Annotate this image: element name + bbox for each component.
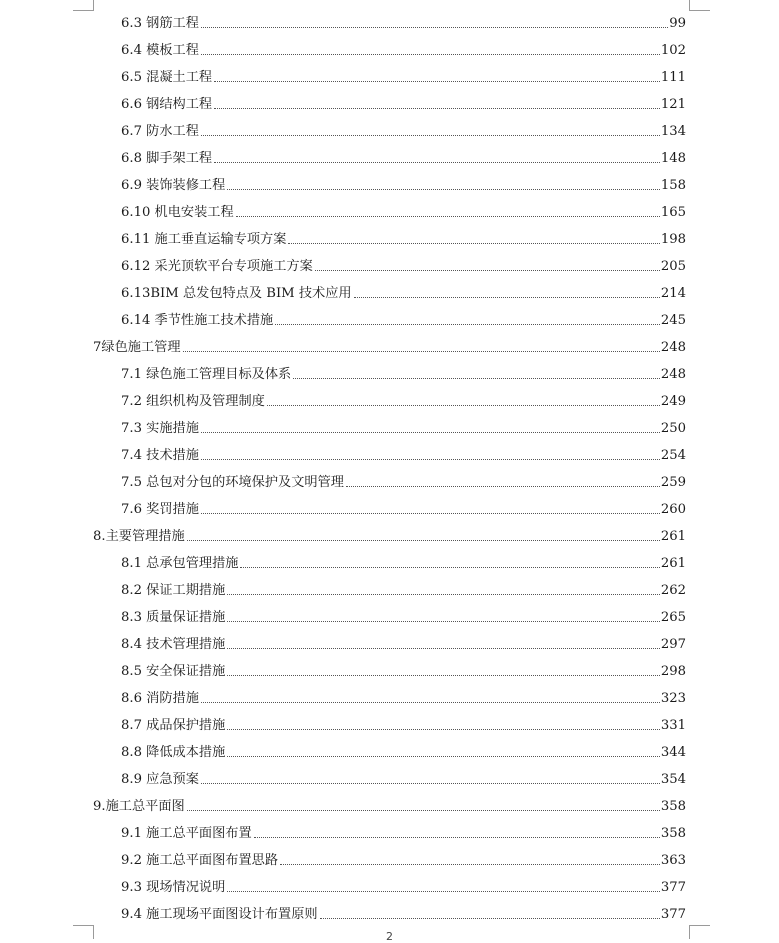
toc-subsection-entry[interactable]: [0, 437, 686, 464]
toc-subsection-entry[interactable]: [0, 545, 686, 572]
toc-entry-page-number: 377: [660, 907, 686, 922]
toc-entry-page-number: 377: [660, 880, 686, 895]
toc-dot-leader: [227, 594, 660, 595]
toc-dot-leader: [227, 756, 660, 757]
toc-entry-page-number: 121: [660, 97, 686, 112]
toc-entry-title: 8.7 成品保护措施: [121, 718, 226, 733]
toc-entry-page-number: 363: [660, 853, 686, 868]
toc-subsection-entry[interactable]: [0, 167, 686, 194]
toc-subsection-entry[interactable]: [0, 86, 686, 113]
toc-entry-title: 7.1 绿色施工管理目标及体系: [121, 367, 292, 382]
toc-subsection-entry[interactable]: [0, 572, 686, 599]
toc-dot-leader: [201, 54, 660, 55]
toc-entry-title: 8.2 保证工期措施: [121, 583, 226, 598]
toc-subsection-entry[interactable]: [0, 32, 686, 59]
toc-dot-leader: [187, 810, 660, 811]
toc-subsection-entry[interactable]: [0, 896, 686, 923]
toc-entry-title: 9.2 施工总平面图布置思路: [121, 853, 279, 868]
toc-subsection-entry[interactable]: [0, 491, 686, 518]
toc-entry-title: 7.2 组织机构及管理制度: [121, 394, 265, 409]
toc-entry-title: 6.6 钢结构工程: [121, 97, 213, 112]
toc-subsection-entry[interactable]: [0, 59, 686, 86]
toc-subsection-entry[interactable]: [0, 815, 686, 842]
toc-entry-page-number: 261: [660, 556, 686, 571]
toc-entry-title: 8.1 总承包管理措施: [121, 556, 239, 571]
toc-entry-page-number: 102: [660, 43, 686, 58]
toc-entry-title: 8.9 应急预案: [121, 772, 199, 787]
toc-entry-page-number: 165: [660, 205, 686, 220]
toc-entry-title: 8.8 降低成本措施: [121, 745, 226, 760]
toc-subsection-entry[interactable]: [0, 356, 686, 383]
toc-section-entry[interactable]: [0, 518, 686, 545]
toc-entry-page-number: 248: [660, 367, 686, 382]
toc-entry-title: 6.11 施工垂直运输专项方案: [121, 232, 287, 247]
toc-subsection-entry[interactable]: [0, 734, 686, 761]
toc-subsection-entry[interactable]: [0, 761, 686, 788]
toc-dot-leader: [227, 729, 660, 730]
toc-entry-title: 9.3 现场情况说明: [121, 880, 226, 895]
toc-subsection-entry[interactable]: [0, 869, 686, 896]
toc-dot-leader: [201, 513, 660, 514]
toc-dot-leader: [201, 783, 660, 784]
toc-dot-leader: [214, 81, 660, 82]
toc-dot-leader: [227, 648, 660, 649]
toc-entry-title: 7.3 实施措施: [121, 421, 199, 436]
toc-entry-title: 6.5 混凝土工程: [121, 70, 213, 85]
toc-entry-page-number: 250: [660, 421, 686, 436]
toc-dot-leader: [346, 486, 660, 487]
toc-dot-leader: [275, 324, 660, 325]
toc-entry-page-number: 198: [660, 232, 686, 247]
toc-entry-page-number: 134: [660, 124, 686, 139]
toc-entry-page-number: 99: [669, 16, 686, 31]
toc-entry-page-number: 298: [660, 664, 686, 679]
toc-dot-leader: [227, 891, 660, 892]
crop-mark-bottom-right: [689, 925, 710, 939]
toc-entry-title: 8.6 消防措施: [121, 691, 199, 706]
toc-subsection-entry[interactable]: [0, 707, 686, 734]
toc-entry-title: 6.3 钢筋工程: [121, 16, 199, 31]
toc-subsection-entry[interactable]: [0, 680, 686, 707]
toc-entry-page-number: 323: [660, 691, 686, 706]
toc-dot-leader: [288, 243, 659, 244]
toc-entry-title: 6.7 防水工程: [121, 124, 199, 139]
toc-entry-page-number: 297: [660, 637, 686, 652]
toc-entry-page-number: 358: [660, 799, 686, 814]
toc-dot-leader: [187, 540, 660, 541]
toc-entry-page-number: 111: [660, 70, 686, 85]
toc-entry-title: 8.4 技术管理措施: [121, 637, 226, 652]
toc-subsection-entry[interactable]: [0, 302, 686, 329]
toc-entry-page-number: 344: [660, 745, 686, 760]
toc-subsection-entry[interactable]: [0, 275, 686, 302]
toc-subsection-entry[interactable]: [0, 140, 686, 167]
toc-subsection-entry[interactable]: [0, 248, 686, 275]
toc-subsection-entry[interactable]: [0, 221, 686, 248]
toc-entry-title: 6.10 机电安装工程: [121, 205, 234, 220]
toc-entry-page-number: 262: [660, 583, 686, 598]
toc-subsection-entry[interactable]: [0, 653, 686, 680]
toc-entry-page-number: 354: [660, 772, 686, 787]
toc-dot-leader: [214, 108, 660, 109]
toc-dot-leader: [280, 864, 660, 865]
crop-mark-bottom-left: [73, 925, 94, 939]
toc-entry-title: 6.4 模板工程: [121, 43, 199, 58]
toc-dot-leader: [201, 432, 660, 433]
toc-dot-leader: [201, 459, 660, 460]
toc-subsection-entry[interactable]: [0, 599, 686, 626]
toc-dot-leader: [315, 270, 660, 271]
toc-subsection-entry[interactable]: [0, 5, 686, 32]
toc-entry-title: 9.1 施工总平面图布置: [121, 826, 252, 841]
toc-subsection-entry[interactable]: [0, 842, 686, 869]
toc-entry-title: 7.5 总包对分包的环境保护及文明管理: [121, 475, 344, 490]
toc-entry-page-number: 158: [660, 178, 686, 193]
toc-entry-title: 6.12 采光顶软平台专项施工方案: [121, 259, 313, 274]
toc-entry-title: 6.9 装饰装修工程: [121, 178, 226, 193]
toc-dot-leader: [227, 675, 660, 676]
toc-dot-leader: [254, 837, 660, 838]
toc-subsection-entry[interactable]: [0, 464, 686, 491]
toc-entry-title: 9.施工总平面图: [93, 799, 185, 814]
toc-entry-title: 8.5 安全保证措施: [121, 664, 226, 679]
toc-subsection-entry[interactable]: [0, 383, 686, 410]
toc-entry-title: 7.6 奖罚措施: [121, 502, 199, 517]
table-of-contents: [0, 5, 779, 923]
toc-entry-page-number: 259: [660, 475, 686, 490]
toc-subsection-entry[interactable]: [0, 626, 686, 653]
toc-dot-leader: [183, 351, 660, 352]
toc-entry-title: 6.8 脚手架工程: [121, 151, 213, 166]
toc-dot-leader: [201, 27, 668, 28]
toc-dot-leader: [293, 378, 660, 379]
toc-entry-title: 8.主要管理措施: [93, 529, 185, 544]
toc-entry-title: 6.13BIM 总发包特点及 BIM 技术应用: [121, 286, 352, 301]
toc-entry-page-number: 331: [660, 718, 686, 733]
toc-entry-page-number: 265: [660, 610, 686, 625]
toc-entry-title: 9.4 施工现场平面图设计布置原则: [121, 907, 318, 922]
toc-entry-page-number: 245: [660, 313, 686, 328]
toc-dot-leader: [201, 135, 660, 136]
toc-dot-leader: [227, 189, 660, 190]
toc-entry-title: 7绿色施工管理: [93, 340, 181, 355]
toc-entry-title: 6.14 季节性施工技术措施: [121, 313, 274, 328]
toc-entry-page-number: 261: [660, 529, 686, 544]
toc-subsection-entry[interactable]: [0, 113, 686, 140]
toc-subsection-entry[interactable]: [0, 410, 686, 437]
toc-entry-page-number: 249: [660, 394, 686, 409]
toc-entry-page-number: 358: [660, 826, 686, 841]
toc-dot-leader: [354, 297, 660, 298]
toc-subsection-entry[interactable]: [0, 194, 686, 221]
toc-dot-leader: [236, 216, 660, 217]
toc-section-entry[interactable]: [0, 329, 686, 356]
toc-entry-page-number: 205: [660, 259, 686, 274]
toc-entry-page-number: 248: [660, 340, 686, 355]
toc-entry-page-number: 214: [660, 286, 686, 301]
toc-entry-page-number: 260: [660, 502, 686, 517]
toc-dot-leader: [240, 567, 659, 568]
toc-entry-page-number: 254: [660, 448, 686, 463]
toc-entry-page-number: 148: [660, 151, 686, 166]
toc-dot-leader: [201, 702, 660, 703]
toc-section-entry[interactable]: [0, 788, 686, 815]
toc-dot-leader: [267, 405, 660, 406]
toc-dot-leader: [320, 918, 660, 919]
toc-entry-title: 7.4 技术措施: [121, 448, 199, 463]
toc-entry-title: 8.3 质量保证措施: [121, 610, 226, 625]
footer-page-number: 2: [386, 930, 393, 943]
toc-dot-leader: [214, 162, 660, 163]
toc-dot-leader: [227, 621, 660, 622]
